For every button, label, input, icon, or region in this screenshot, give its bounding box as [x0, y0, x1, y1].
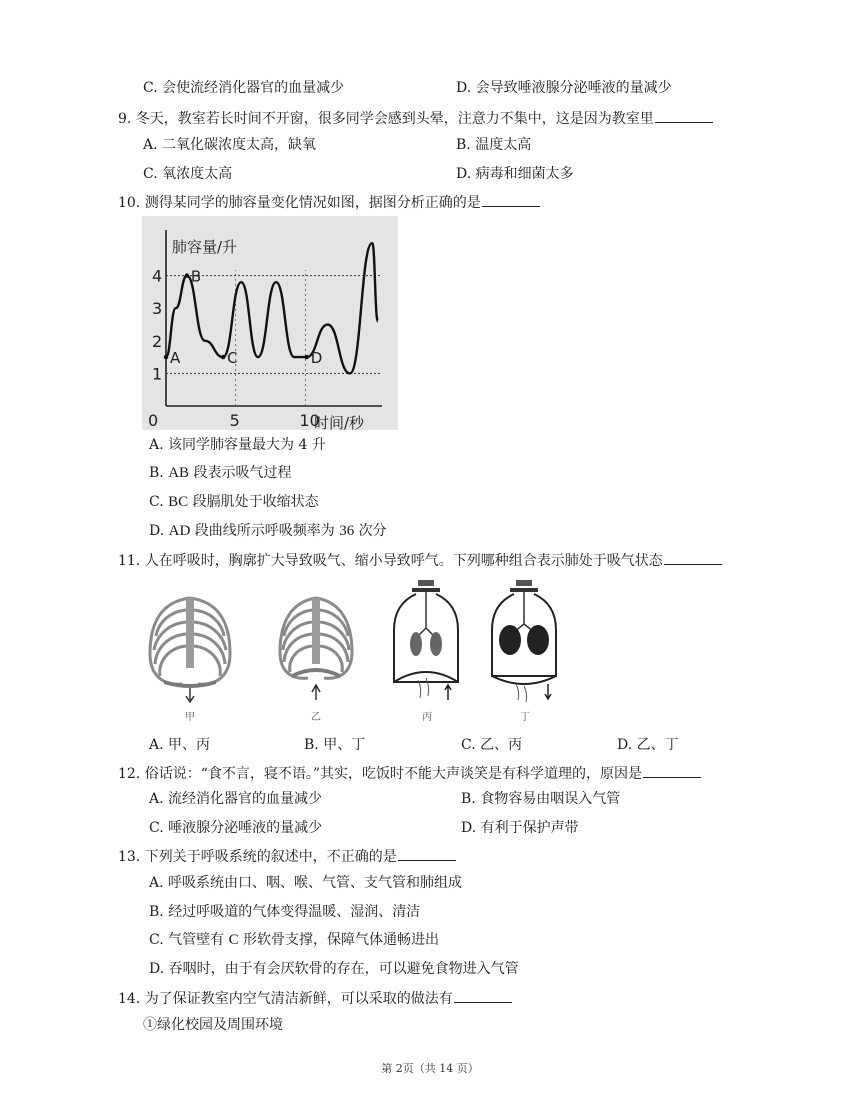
page-footer: 第 2页（共 14 页）: [381, 1062, 479, 1075]
q12-option-d: D. 有利于保护声带: [461, 820, 579, 836]
bell-jar-model-bing: [388, 576, 464, 708]
point-label-d: D: [310, 349, 323, 368]
q10-option-c: [149, 493, 319, 511]
jar-stopper: [418, 580, 434, 586]
bell-jar-model-ding: [486, 576, 562, 708]
jar-stopper: [516, 580, 532, 586]
point-label-b: B: [190, 267, 202, 286]
q10-option-c-segment: BC: [168, 494, 189, 510]
q13-option-d: D. 吞咽时，由于有会厌软骨的存在，可以避免食物进入气管: [149, 961, 519, 977]
y-tick-label: 4: [152, 266, 163, 286]
q12-option-a: A. 流经消化器官的血量减少: [149, 791, 323, 807]
q10-option-b-segment: AB: [168, 465, 190, 481]
jar-cap: [510, 588, 538, 592]
q10-option-a: A. 该同学肺容量最大为 4 升: [149, 437, 326, 453]
arrow-down-icon: [545, 684, 551, 699]
arrow-down-icon: [186, 688, 194, 702]
q9-stem-text: 9. 冬天，教室若长时间不开窗，很多同学会感到头晕，注意力不集中，这是因为教室里: [118, 111, 654, 127]
balloon-left: [499, 625, 521, 655]
diaphragm: [164, 680, 216, 688]
ribcage-figure-yi: [268, 584, 364, 716]
jar-cap: [412, 588, 440, 592]
q9-option-a: A. 二氧化碳浓度太高，缺氧: [143, 137, 317, 153]
q10-option-d: [149, 522, 387, 540]
answer-blank: [664, 552, 722, 565]
rubber-membrane: [394, 672, 458, 682]
point-label-c: C: [227, 349, 238, 368]
arrow-up-icon: [312, 685, 320, 700]
q14-stem-text: 14. 为了保证教室内空气清洁新鲜，可以采取的做法有: [118, 991, 453, 1007]
q9-option-d: D. 病毒和细菌太多: [456, 166, 574, 182]
q11-option-a: A. 甲、丙: [149, 737, 211, 753]
q13-option-c-letter: C: [228, 932, 239, 948]
glass-tube: [514, 592, 534, 632]
q10-stem: [118, 194, 540, 212]
q10-option-b: [149, 464, 292, 482]
q10-option-d-prefix: D.: [149, 523, 169, 539]
balloon-right: [527, 625, 549, 655]
q13-option-a: A. 呼吸系统由口、咽、喉、气管、支气管和肺组成: [149, 875, 463, 891]
q10-option-b-text: 段表示吸气过程: [189, 465, 292, 481]
q10-option-b-prefix: B.: [149, 465, 169, 481]
q8-option-d: D. 会导致唾液腺分泌唾液的量减少: [456, 80, 672, 96]
q12-option-c: C. 唾液腺分泌唾液的量减少: [149, 820, 323, 836]
y-tick-label: 2: [152, 331, 163, 351]
q9-option-b: B. 温度太高: [456, 137, 532, 153]
q10-stem-text: 10. 测得某同学的肺容量变化情况如图，据图分析正确的是: [118, 195, 481, 211]
y-tick-label: 1: [152, 364, 163, 384]
sternum: [312, 598, 320, 664]
q11-stem: [118, 552, 722, 570]
diaphragm: [292, 668, 340, 678]
point-marker-b: [185, 273, 189, 277]
point-label-a: A: [170, 349, 181, 368]
q13-stem-text: 13. 下列关于呼吸系统的叙述中，不正确的是: [118, 849, 397, 865]
q11-option-b: B. 甲、丁: [304, 737, 366, 753]
q10-option-d-segment: AD: [168, 523, 191, 539]
q10-option-d-text: 次分: [354, 523, 387, 539]
q13-option-c: [149, 931, 439, 949]
y-tick-label: 3: [152, 299, 163, 319]
figure-label-jia: 甲: [185, 712, 195, 723]
q10-option-d-number: 36: [339, 523, 355, 539]
answer-blank: [655, 110, 713, 123]
q12-stem-text: 12. 俗话说：“食不言，寝不语。”其实，吃饭时不能大声谈笑是有科学道理的，原因是: [118, 766, 643, 782]
q14-stem: [118, 990, 512, 1008]
point-marker-d: [305, 355, 309, 359]
sternum: [186, 598, 194, 668]
balloon-right: [430, 632, 442, 656]
q9-stem: [118, 110, 713, 128]
q13-option-c-prefix: C. 气管壁有: [149, 932, 229, 948]
q10-option-d-mid: 段曲线所示呼吸频率为: [190, 523, 340, 539]
ribcage-figure-jia: [142, 584, 238, 716]
q8-option-c: C. 会使流经消化器官的血量减少: [143, 80, 345, 96]
lung-capacity-chart: [142, 216, 398, 430]
q9-option-c: C. 氧浓度太高: [143, 166, 233, 182]
hand-icon: [516, 684, 527, 702]
point-marker-a: [164, 355, 168, 359]
q14-item-1: ①绿化校园及周围环境: [143, 1017, 283, 1033]
q13-option-c-text: 形软骨支撑，保障气体通畅进出: [238, 932, 440, 948]
y-axis-title: 肺容量/升: [172, 238, 238, 256]
answer-blank: [643, 765, 701, 778]
answer-blank: [482, 194, 540, 207]
figure-label-bing: 丙: [422, 712, 432, 723]
x-axis-title: 时间/秒: [314, 414, 365, 430]
rubber-membrane: [492, 676, 556, 684]
q10-option-c-text: 段膈肌处于收缩状态: [188, 494, 319, 510]
q10-option-c-prefix: C.: [149, 494, 169, 510]
figure-label-ding: 丁: [520, 712, 530, 723]
q12-stem: [118, 765, 701, 783]
x-tick-label: 10: [299, 411, 320, 430]
q11-stem-text: 11. 人在呼吸时，胸廓扩大导致吸气、缩小导致呼气。下列哪种组合表示肺处于吸气状态: [118, 553, 663, 569]
x-tick-label: 5: [229, 411, 240, 430]
q13-stem: [118, 848, 456, 866]
answer-blank: [398, 848, 456, 861]
arrow-up-icon: [445, 685, 451, 700]
figure-label-yi: 乙: [311, 712, 321, 723]
q12-option-b: B. 食物容易由咽误入气管: [461, 791, 621, 807]
answer-blank: [454, 990, 512, 1003]
glass-tube: [418, 592, 434, 636]
q13-option-b: B. 经过呼吸道的气体变得温暖、湿润、清洁: [149, 904, 421, 920]
x-tick-label: 0: [148, 411, 159, 430]
balloon-left: [410, 632, 422, 656]
q11-option-d: D. 乙、丁: [617, 737, 679, 753]
point-marker-c: [221, 355, 225, 359]
q11-option-c: C. 乙、丙: [461, 737, 523, 753]
